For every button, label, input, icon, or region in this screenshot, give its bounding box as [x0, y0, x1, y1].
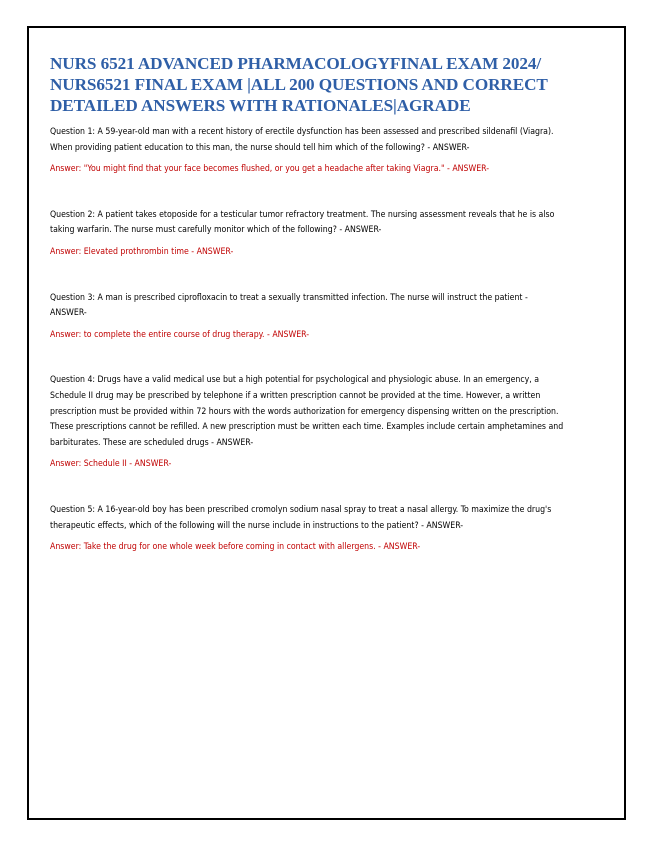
answer-3: Answer: to complete the entire course of drug therapy. - ANSWER- — [50, 329, 310, 340]
question-1: Question 1: A 59-year-old man with a recent history of erectile dysfunction has been assessed and prescribed sildenafil (Viagra). When providing patient education to this man, the nurse should tell him which of the following? - ANSWER- — [50, 127, 554, 153]
qa-block-4 — [50, 373, 565, 473]
answer-1: Answer: "You might find that your face becomes flushed, or you get a headache after taking Viagra." - ANSWER- — [50, 164, 490, 175]
question-2: Question 2: A patient takes etoposide for a testicular tumor refractory treatment. The nursing assessment reveals that he is also taking warfarin. The nurse must carefully monitor which of the following? - ANSWER- — [50, 209, 555, 236]
document-title: NURS 6521 ADVANCED PHARMACOLOGYFINAL EXAM 2024/ NURS6521 FINAL EXAM |ALL 200 QUESTIONS AND CORRECT DETAILED ANSWERS WITH RATIONALES|AGRADE — [50, 54, 548, 115]
question-3: Question 3: A man is prescribed ciprofloxacin to treat a sexually transmitted infection. The nurse will instruct the patient - ANSWER- — [50, 292, 528, 319]
qa-block-3 — [50, 291, 565, 344]
document-content — [50, 53, 565, 556]
question-5: Question 5: A 16-year-old boy has been prescribed cromolyn sodium nasal spray to treat a nasal allergy. To maximize the drug's therapeutic effects, which of the following will the nurse include in instructions to the patient? - ANSWER- — [50, 504, 552, 531]
answer-2: Answer: Elevated prothrombin time - ANSWER- — [50, 246, 234, 257]
question-4: Question 4: Drugs have a valid medical use but a high potential for psychological and physiologic abuse. In an emergency, a Schedule II drug may be prescribed by telephone if a written prescription cannot be provided at the time. However, a written prescription must be provided within 72 hours with the words authorization for emergency dispensing written on the prescription. These prescriptions cannot be refilled. A new prescription must be written each time. Examples include certain amphetamines and barbiturates. These are scheduled drugs - ANSWER- — [50, 375, 564, 448]
answer-5: Answer: Take the drug for one whole week before coming in contact with allergens. - ANSWER- — [50, 542, 421, 553]
answer-4: Answer: Schedule II - ANSWER- — [50, 459, 172, 470]
qa-block-1 — [50, 125, 565, 178]
qa-block-5 — [50, 503, 565, 556]
qa-block-2 — [50, 208, 565, 261]
